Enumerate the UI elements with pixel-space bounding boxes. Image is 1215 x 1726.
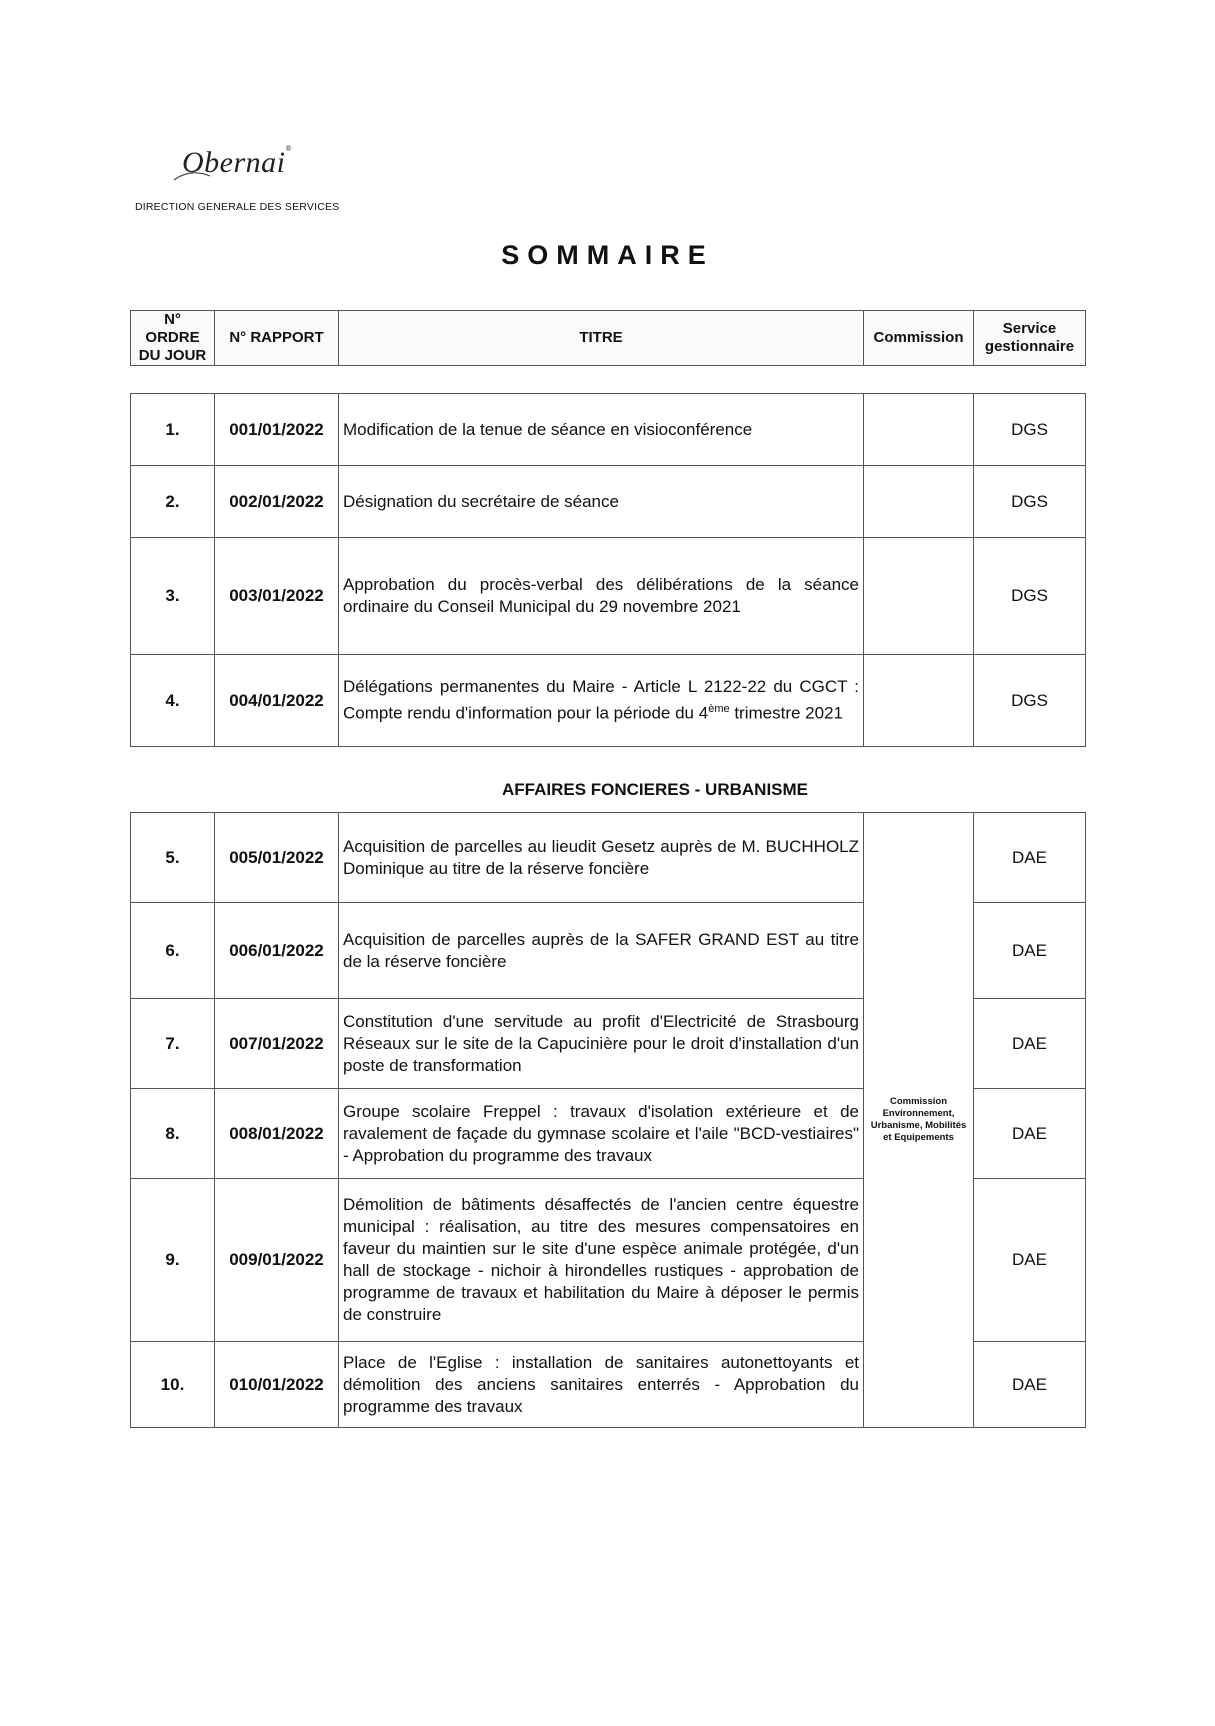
- row-service: DAE: [974, 813, 1086, 903]
- page-title: SOMMAIRE: [501, 240, 714, 270]
- commission-text: Commission Environnement, Urbanisme, Mobilités et Equipements: [870, 1096, 967, 1143]
- row-num: 6.: [131, 903, 215, 999]
- table-row: [131, 655, 1086, 747]
- row-commission: [864, 466, 974, 538]
- row-rapport: 003/01/2022: [215, 538, 339, 655]
- row-num: 2.: [131, 466, 215, 538]
- col-rapport: N° RAPPORT: [215, 311, 339, 366]
- row-titre: Démolition de bâtiments désaffectés de l'ancien centre équestre municipal : réalisation, au titre des mesures compensatoires en faveur du maintien sur le site d'une espèce animale protégée, d'un hall de stockage - nichoir à hirondelles rustiques - approbation de programme de travaux et habilitation du Maire à déposer le permis de construire: [339, 1179, 864, 1342]
- row-service: DAE: [974, 1089, 1086, 1179]
- row-num: 3.: [131, 538, 215, 655]
- col-ordre: N° ORDRE DU JOUR: [131, 311, 215, 366]
- row-titre: Place de l'Eglise : installation de sanitaires autonettoyants et démolition des anciens sanitaires enterrés - Approbation du programme des travaux: [339, 1342, 864, 1428]
- table-row: [131, 394, 1086, 466]
- col-service: Service gestionnaire: [974, 311, 1086, 366]
- obernai-logo: Obernai®: [182, 146, 292, 180]
- logo-text: Obernai: [182, 146, 286, 179]
- row-commission: [864, 538, 974, 655]
- row-num: 5.: [131, 813, 215, 903]
- row-rapport: 005/01/2022: [215, 813, 339, 903]
- row-num: 7.: [131, 999, 215, 1089]
- row-titre: Modification de la tenue de séance en visioconférence: [339, 394, 864, 466]
- row-titre: Constitution d'une servitude au profit d'Electricité de Strasbourg Réseaux sur le site de la Capucinière pour le droit d'installation d'un poste de transformation: [339, 999, 864, 1089]
- table-row: [131, 538, 1086, 655]
- row-commission: [864, 655, 974, 747]
- row-rapport: 007/01/2022: [215, 999, 339, 1089]
- row-titre: Groupe scolaire Freppel : travaux d'isolation extérieure et de ravalement de façade du gymnase scolaire et l'aile "BCD-vestiaires" - Approbation du programme des travaux: [339, 1089, 864, 1179]
- row-titre: Désignation du secrétaire de séance: [339, 466, 864, 538]
- row-rapport: 010/01/2022: [215, 1342, 339, 1428]
- row-service: DAE: [974, 1179, 1086, 1342]
- row-commission: [864, 394, 974, 466]
- row-service: DAE: [974, 1342, 1086, 1428]
- col-commission: Commission: [864, 311, 974, 366]
- row-num: 1.: [131, 394, 215, 466]
- row-titre-part-b: trimestre 2021: [729, 703, 843, 723]
- row-num: 9.: [131, 1179, 215, 1342]
- agenda-table-general: [130, 393, 1086, 747]
- row-titre-superscript: ème: [708, 703, 730, 716]
- row-rapport: 008/01/2022: [215, 1089, 339, 1179]
- row-service: DAE: [974, 903, 1086, 999]
- row-num: 8.: [131, 1089, 215, 1179]
- row-num: 4.: [131, 655, 215, 747]
- section-heading: AFFAIRES FONCIERES - URBANISME: [501, 780, 809, 799]
- agenda-table-foncier: [130, 812, 1086, 1428]
- logo-swoosh-icon: [172, 166, 212, 186]
- table-header: [130, 310, 1086, 366]
- row-rapport: 009/01/2022: [215, 1179, 339, 1342]
- row-service: DGS: [974, 655, 1086, 747]
- row-titre: Acquisition de parcelles au lieudit Gesetz auprès de M. BUCHHOLZ Dominique au titre de la réserve foncière: [339, 813, 864, 903]
- row-titre: [339, 655, 864, 747]
- col-titre: TITRE: [339, 311, 864, 366]
- row-service: DAE: [974, 999, 1086, 1089]
- row-num: 10.: [131, 1342, 215, 1428]
- row-rapport: 002/01/2022: [215, 466, 339, 538]
- row-titre: Acquisition de parcelles auprès de la SAFER GRAND EST au titre de la réserve foncière: [339, 903, 864, 999]
- commission-cell: [864, 813, 974, 1428]
- row-service: DGS: [974, 394, 1086, 466]
- row-rapport: 004/01/2022: [215, 655, 339, 747]
- row-service: DGS: [974, 538, 1086, 655]
- row-rapport: 001/01/2022: [215, 394, 339, 466]
- department-label: DIRECTION GENERALE DES SERVICES: [135, 201, 340, 213]
- table-row: [131, 813, 1086, 903]
- row-titre: Approbation du procès-verbal des délibérations de la séance ordinaire du Conseil Municipal du 29 novembre 2021: [339, 538, 864, 655]
- row-rapport: 006/01/2022: [215, 903, 339, 999]
- row-titre-part-a: Délégations permanentes du Maire - Article L 2122-22 du CGCT : Compte rendu d'information pour la période du 4: [343, 677, 859, 723]
- table-row: [131, 466, 1086, 538]
- row-service: DGS: [974, 466, 1086, 538]
